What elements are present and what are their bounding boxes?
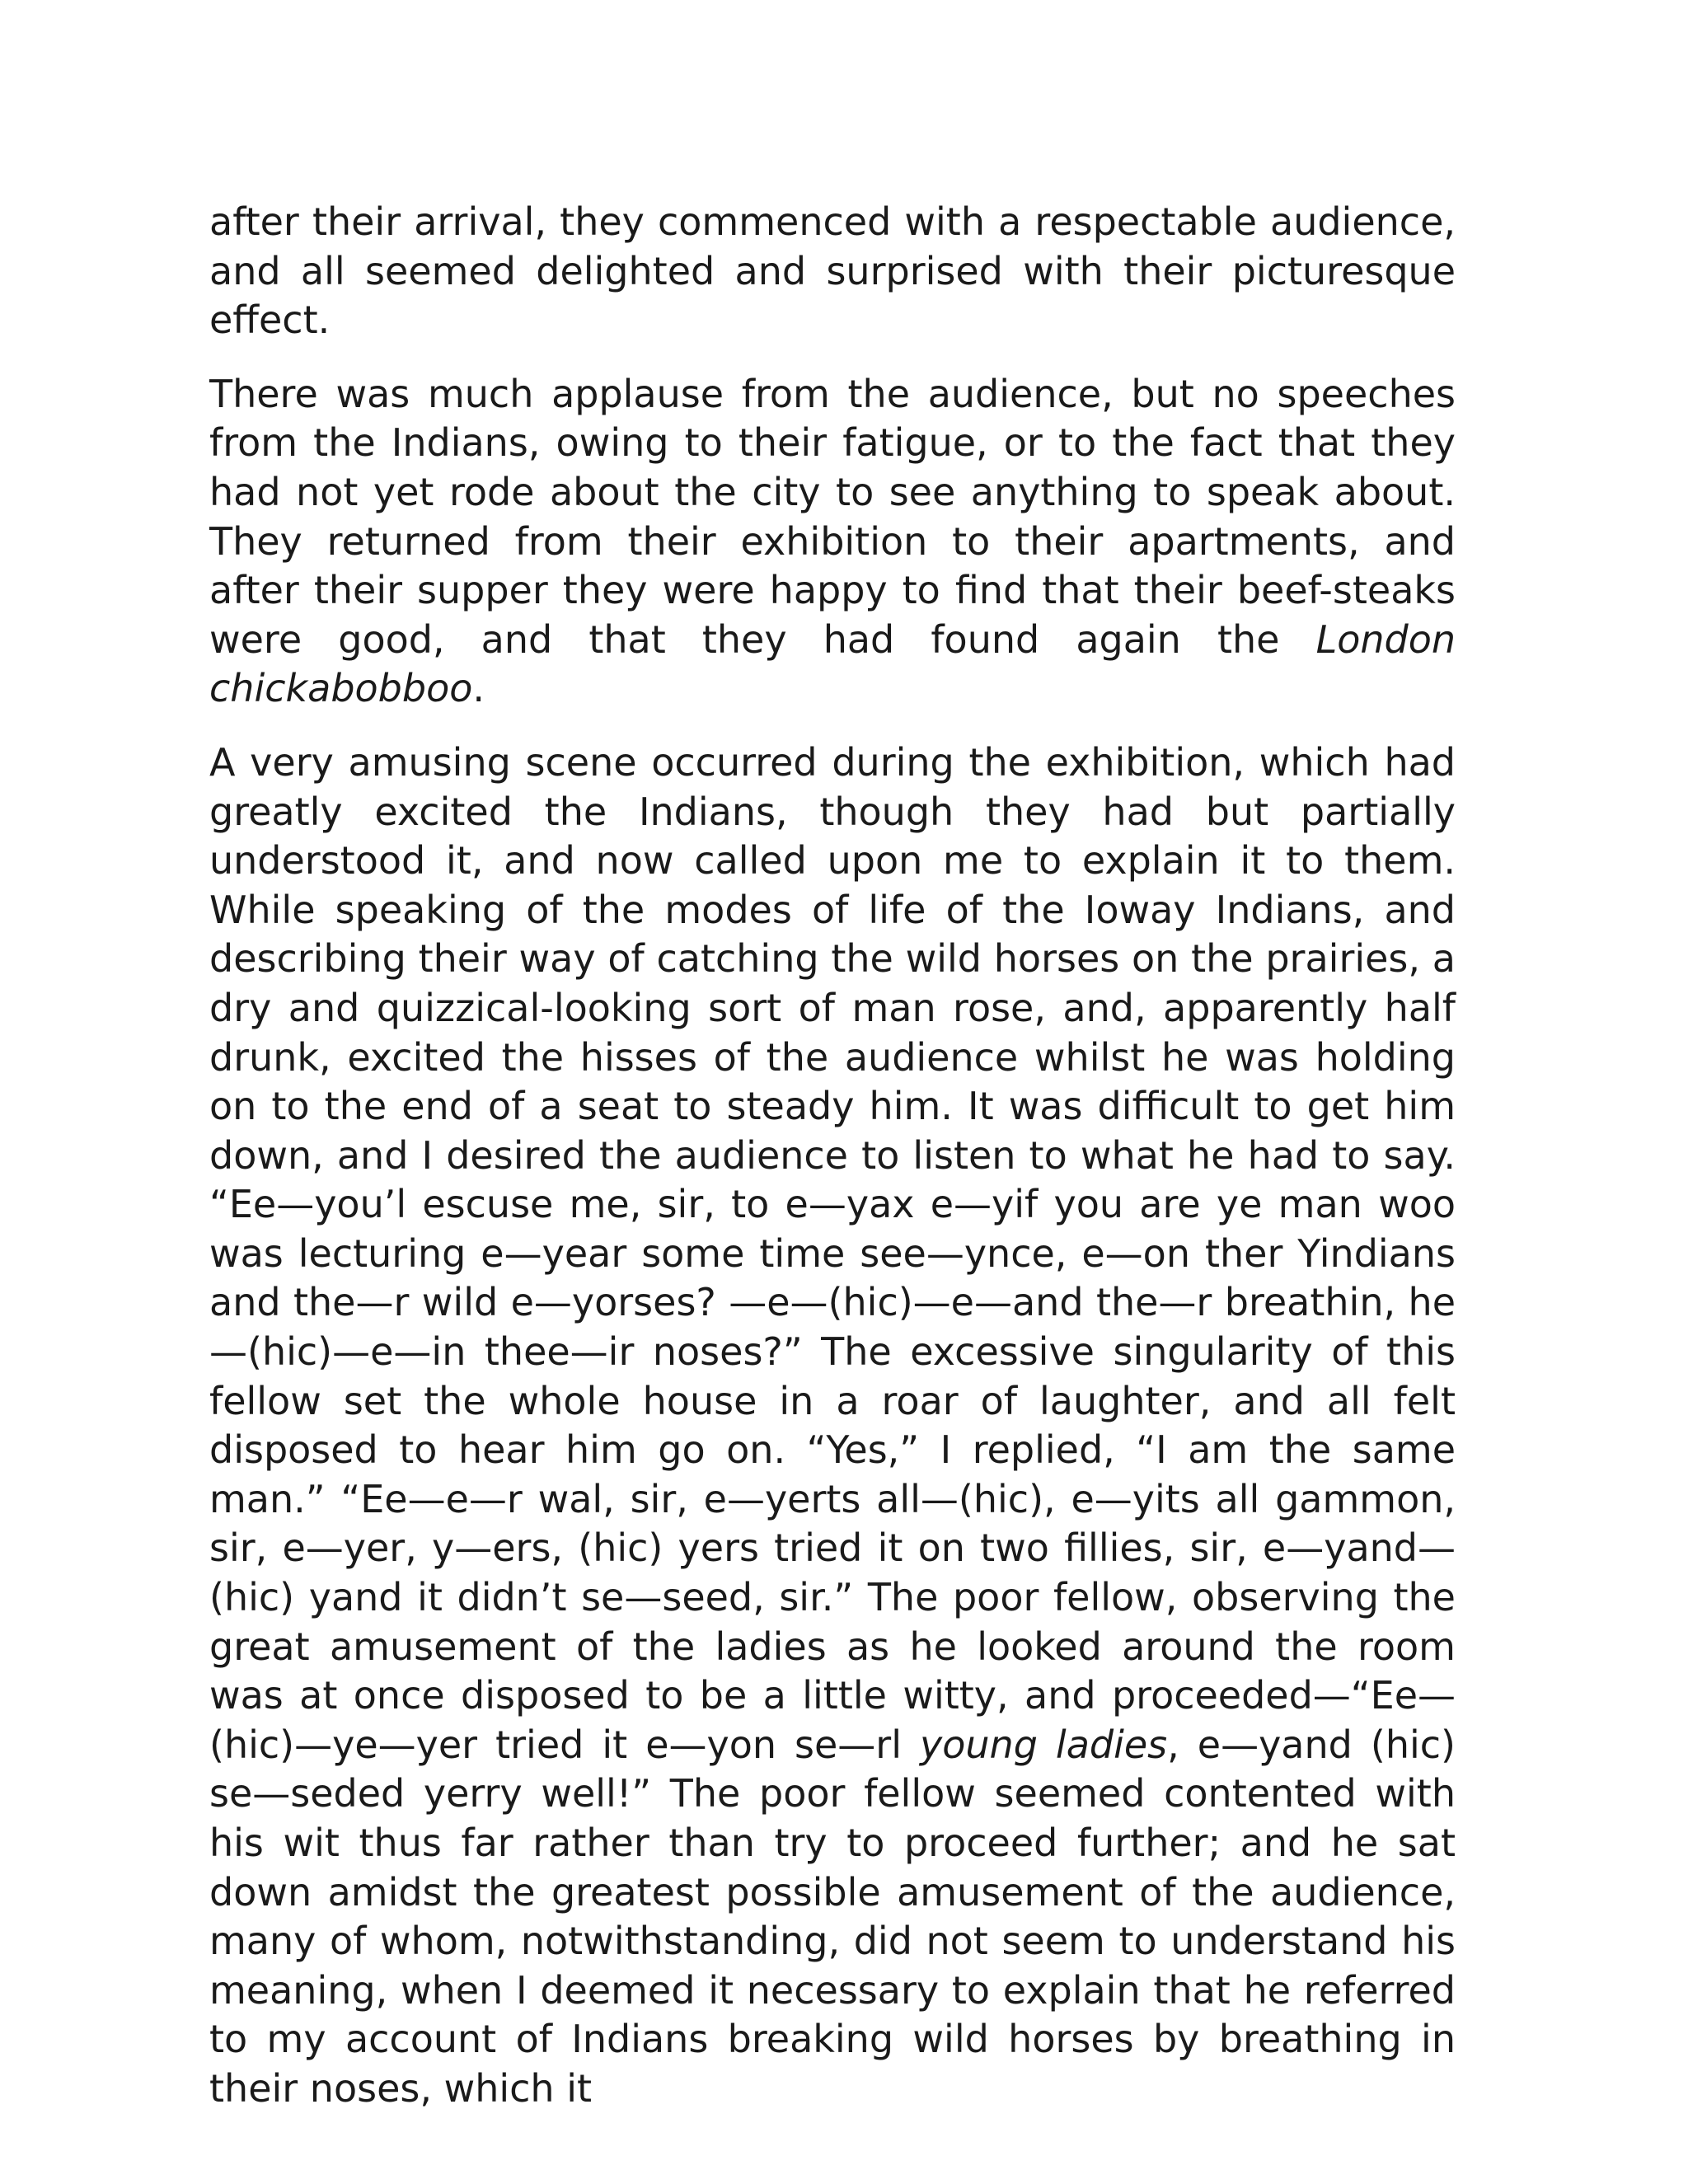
paragraph-2 <box>209 370 1456 714</box>
paragraph-text: There was much applause from the audience, but no speeches from the Indians, owing to their fatigue, or to the fact that they had not yet rode about the city to see anything to speak about. They returned from their exhibition to their apartments, and after their supper they were happy to find that their beef-steaks were good, and that they had found again the <box>209 371 1456 662</box>
italic-phrase: London chickabobboo <box>209 616 1456 711</box>
paragraph-text: A very amusing scene occurred during the exhibition, which had greatly excited the Indians, though they had but partially understood it, and now called upon me to explain it to them. While speaking of the modes of life of the Ioway Indians, and describing their way of catching the wild horses on the prairies, a dry and quizzical-looking sort of man rose, and, apparently half drunk, excited the hisses of the audience whilst he was holding on to the end of a seat to steady him. It was difficult to get him down, and I desired the audience to listen to what he had to say. “Ee—you’l escuse me, sir, to e—yax e—yif you are ye man woo was lecturing e—year some time see—ynce, e—on ther Yindians and the—r wild e—yorses? —e—(hic)—e—and the—r breathin, he—(hic)—e—in thee—ir noses?” The excessive singularity of this fellow set the whole house in a roar of laughter, and all felt disposed to hear him go on. “Yes,” I replied, “I am the same man.” “Ee—e—r wal, sir, e—yerts all—(hic), e—yits all gammon, sir, e—yer, y—ers, (hic) yers tried it on two fillies, sir, e—yand—(hic) yand it didn’t se—seed, sir.” The poor fellow, observing the great amusement of the ladies as he looked around the room was at once disposed to be a little witty, and proceeded—“Ee—(hic)—ye—yer tried it e—yon se—rl <box>209 739 1456 1767</box>
paragraph-1 <box>209 198 1456 345</box>
italic-phrase: young ladies <box>920 1722 1168 1767</box>
paragraph-text: , e—yand (hic) se—seded yerry well!” The poor fellow seemed contented with his wit thus far rather than try to proceed further; and he sat down amidst the greatest possible amusement of the audience, many of whom, notwithstanding, did not seem to understand his meaning, when I deemed it necessary to explain that he referred to my account of Indians breaking wild horses by breathing in their noses, which it <box>209 1722 1456 2111</box>
paragraph-3 <box>209 738 1456 2114</box>
page-body <box>209 198 1456 2139</box>
paragraph-text: after their arrival, they commenced with a respectable audience, and all seemed delighted and surprised with their picturesque effect. <box>209 199 1456 343</box>
paragraph-text: . <box>472 666 485 711</box>
